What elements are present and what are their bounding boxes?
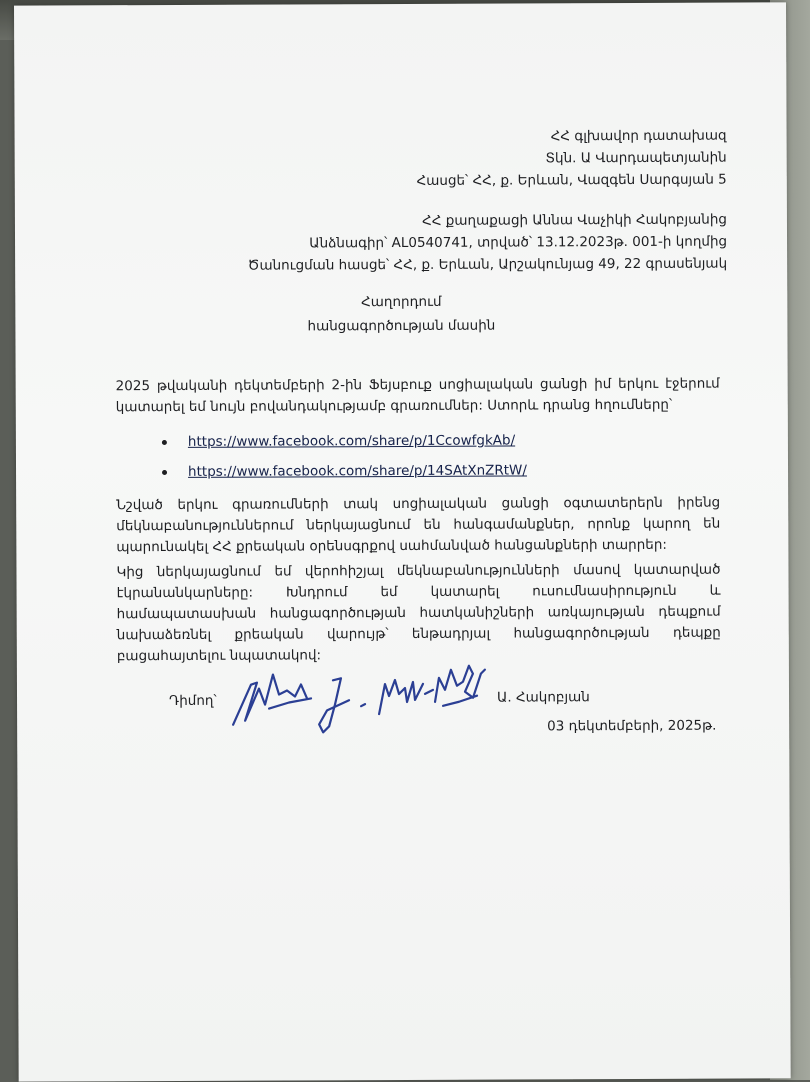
recipient-block [416,125,726,192]
link-list [188,428,527,489]
paragraph-3: Կից ներկայացնում եմ վերոհիշյալ մեկնաբանությունների մասով կատարված էկրանանկարները: Խնդրում եմ կատարել ուսումնասիրություն և համապատասխան հանցագործության հատկանիշների առկայության դեպքում նախաձեռնել քրեական վարույթ՝ ենթադրյալ հանցագործության դեպքը բացահայտելու նպատակով: [116,561,721,665]
document-page [14,2,791,1081]
signature-stroke [443,696,477,706]
sender-line-2: Անձնագիր՝ AL0540741, տրված՝ 13.12.2023թ. 001-ի կողմից [309,233,728,252]
signature-stroke [233,674,307,724]
document-title [15,288,787,339]
list-item [188,458,527,489]
signer-name: Ա. Հակոբյան [496,689,590,706]
sender-line-1: ՀՀ քաղաքացի Աննա Վաչիկի Հակոբյանից [422,211,727,229]
bullet-icon [162,470,167,475]
signature-stroke [361,704,365,706]
signature-stroke [319,678,349,732]
document-date: 03 դեկտեմբերի, 2025թ. [547,717,717,735]
signature-stroke [425,690,433,694]
recipient-line-1: ՀՀ գլխավոր դատախազ [550,127,727,145]
list-item [188,428,527,459]
applicant-label: Դիմող՝ [169,692,217,710]
paragraph-1: 2025 թվականի դեկտեմբերի 2-ին Ֆեյսբուք սոցիալական ցանցի իմ երկու էջերում կատարել եմ նույն բովանդակությամբ գրառումներ: Ստորև դրանց հղումները՝ [115,375,720,416]
signature-stroke [379,680,423,714]
sender-line-3: Ծանուցման հասցե՝ ՀՀ, ք. Երևան, Արշակունյաց 49, 22 գրասենյակ [247,255,728,274]
facebook-link-2[interactable]: https://www.facebook.com/share/p/14SAtXnZRtW/ [188,462,527,480]
handwritten-signature [229,644,499,740]
signature-stroke [269,698,311,708]
facebook-link-1[interactable]: https://www.facebook.com/share/p/1CcowfgkAb/ [187,432,516,450]
sender-block [248,209,728,277]
signature-strokes [233,666,485,733]
paragraph-2: Նշված երկու գրառումների տակ սոցիալական ցանցի օգտատերերն իրենց մեկնաբանություններում ներկայացնում են հանգամանքներ, որոնք կարող են պարունակել ՀՀ քրեական օրենսգրքով սահմանված հանցանքների տարրեր: [116,494,721,556]
bullet-icon [162,440,167,445]
recipient-line-3: Հասցե՝ ՀՀ, ք. Երևան, Վազգեն Սարգսյան 5 [416,171,727,189]
recipient-line-2: Տկն. Ա Վարդապետյանին [545,149,727,167]
title-line-1: Հաղորդում [361,293,442,311]
title-line-2: հանցագործության մասին [307,317,496,335]
